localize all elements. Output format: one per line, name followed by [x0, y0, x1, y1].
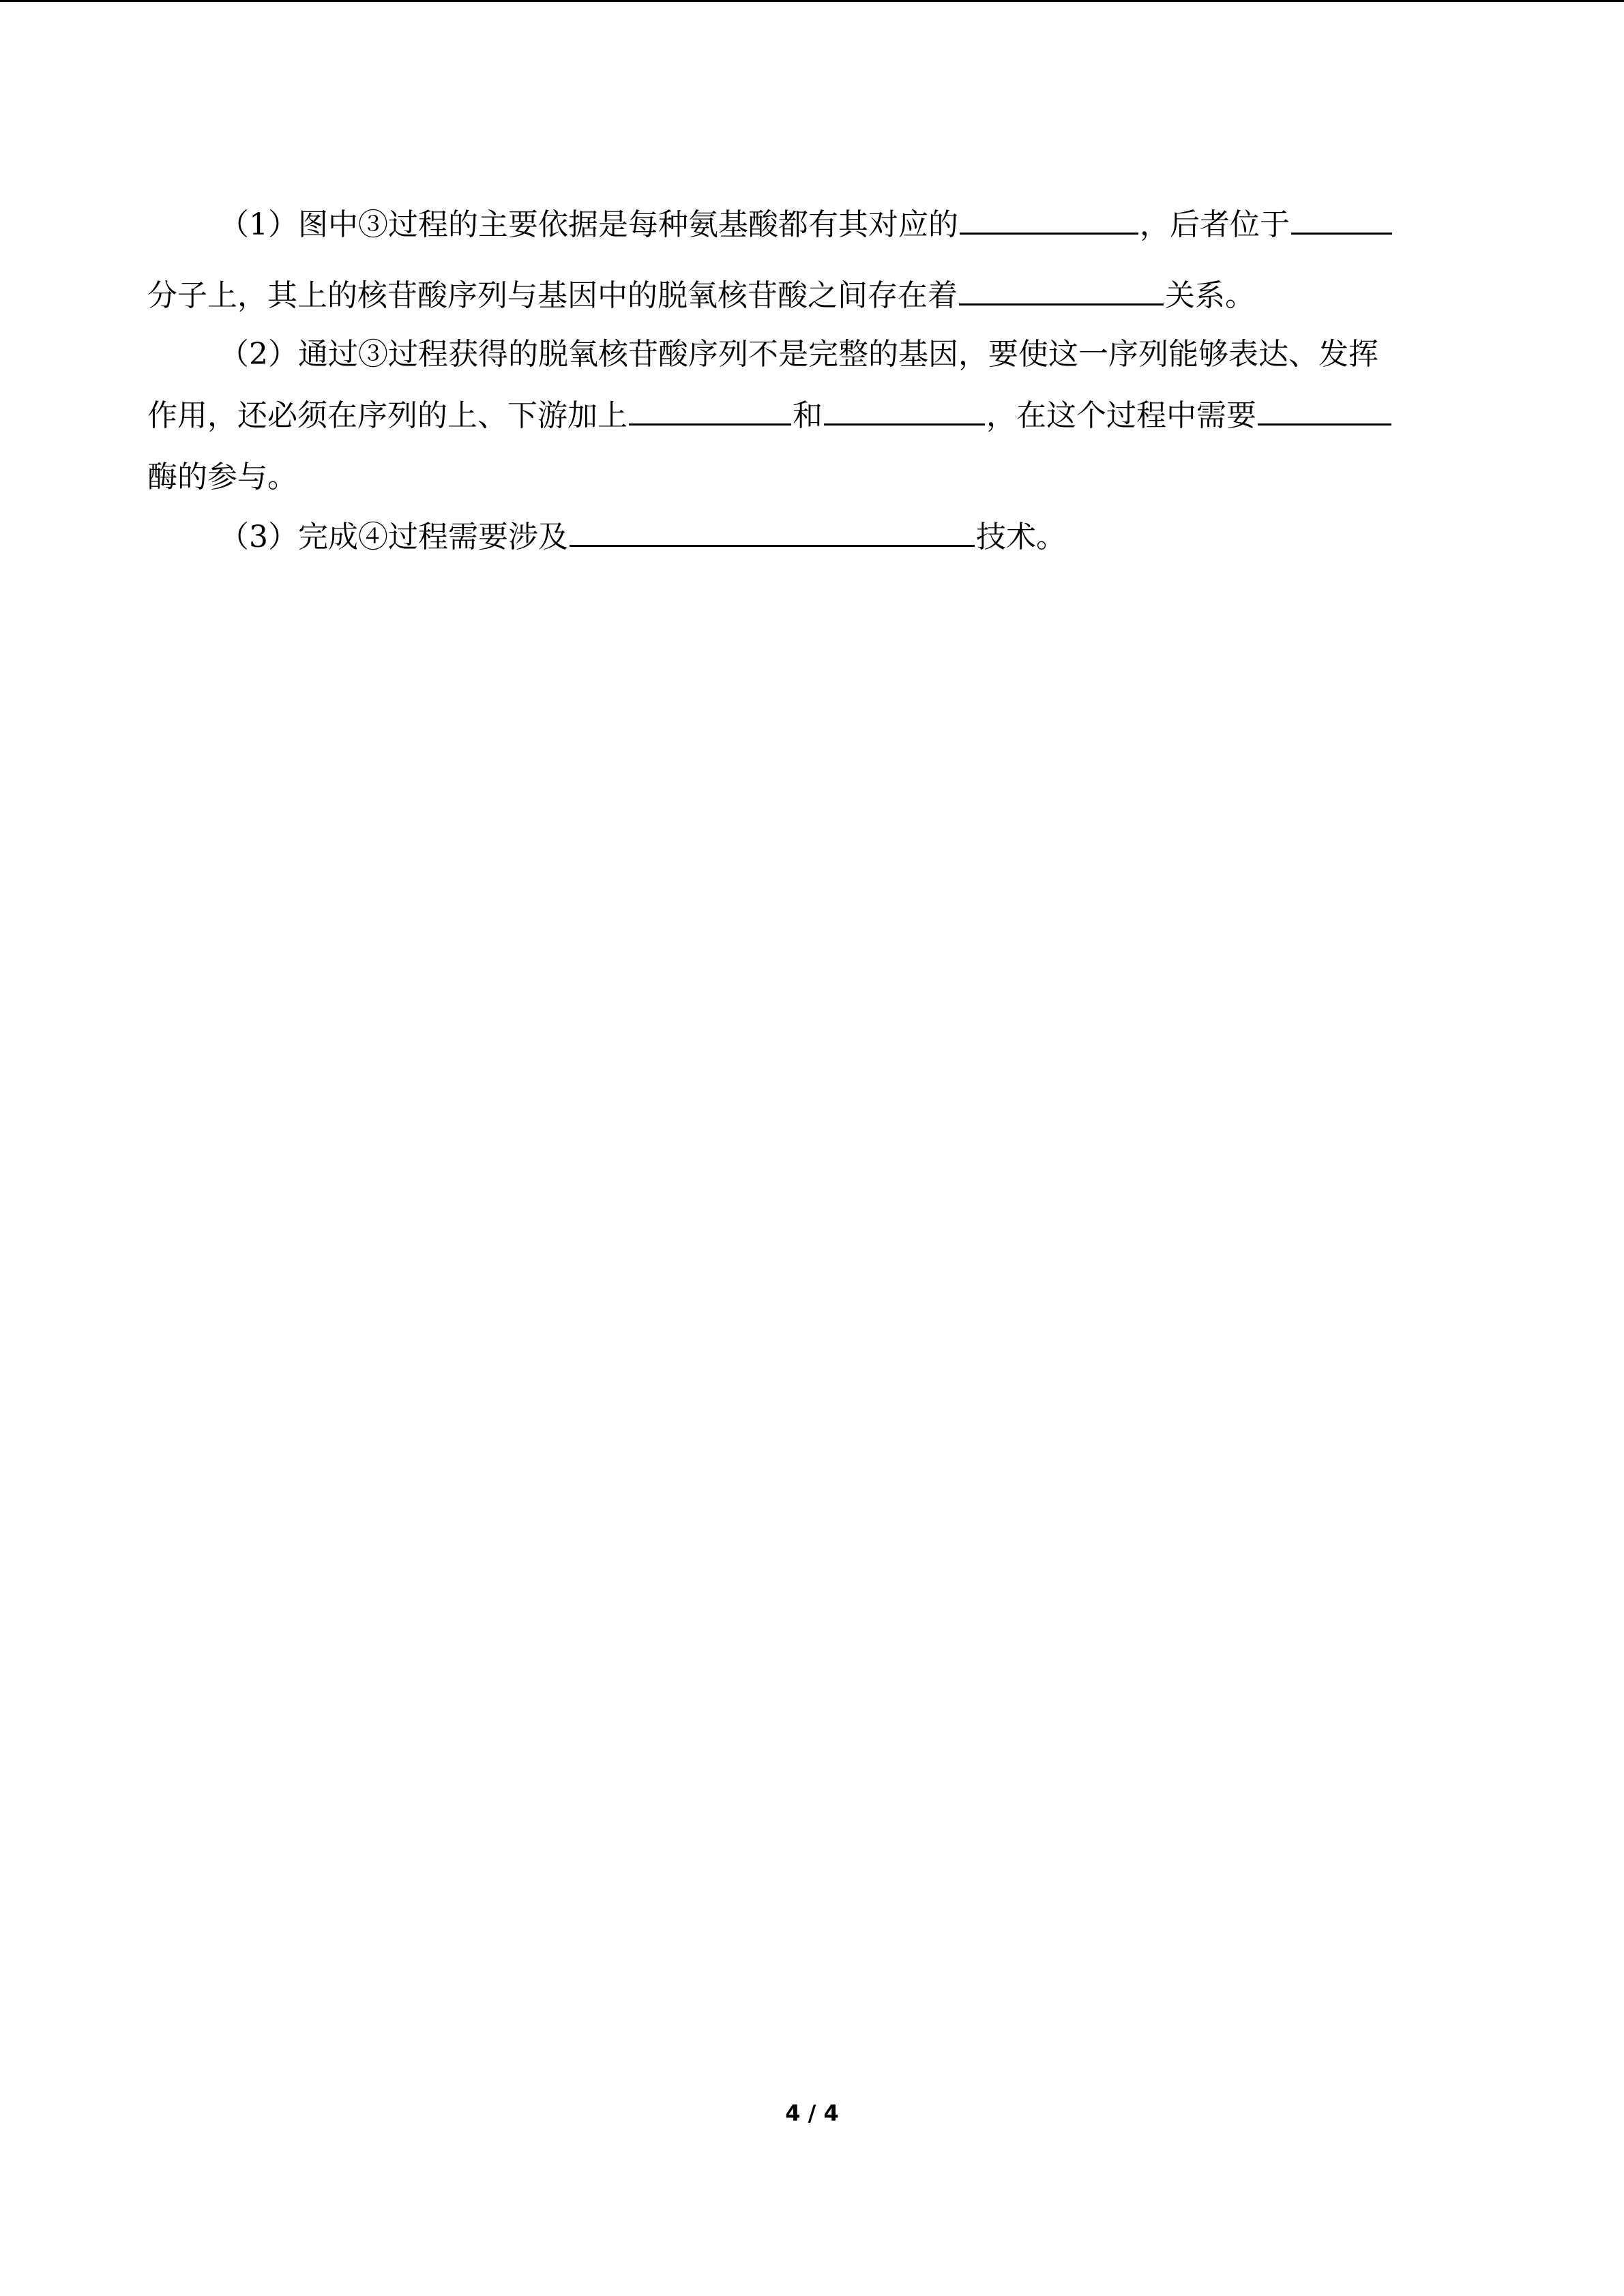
- q1-blank-1[interactable]: [960, 205, 1138, 235]
- q2-line-3: [147, 457, 297, 498]
- q2-line-2: [147, 396, 1393, 436]
- q1-text-3: 分子上，其上的核苷酸序列与基因中的脱氧核苷酸之间存在着: [147, 278, 958, 313]
- q2-blank-2[interactable]: [824, 396, 985, 426]
- q2-text-5: 酶的参与。: [147, 460, 297, 494]
- q1-text-4: 关系。: [1165, 278, 1255, 313]
- q1-line-1: [219, 205, 1393, 245]
- q1-blank-2[interactable]: [1291, 205, 1392, 235]
- q1-blank-3[interactable]: [959, 276, 1164, 305]
- q1-text-1: （1）图中③过程的主要依据是每种氨基酸都有其对应的: [219, 207, 958, 242]
- q3-line-1: [219, 517, 1066, 558]
- q2-text-3: 和: [793, 398, 823, 433]
- q2-text-2: 作用，还必须在序列的上、下游加上: [147, 398, 628, 433]
- q2-text-1: （2）通过③过程获得的脱氧核苷酸序列不是完整的基因，要使这一序列能够表达、发挥: [219, 337, 1378, 372]
- q3-blank-1[interactable]: [570, 518, 975, 547]
- q1-text-2: ，后者位于: [1140, 207, 1290, 242]
- page-top-border: [0, 0, 1624, 2]
- page-number: 4 / 4: [785, 2100, 839, 2126]
- q3-text-2: 技术。: [976, 520, 1066, 554]
- q2-line-1: [219, 334, 1378, 375]
- q1-line-2: [147, 275, 1255, 316]
- q2-blank-3[interactable]: [1258, 396, 1391, 426]
- q2-blank-1[interactable]: [629, 396, 791, 426]
- q3-text-1: （3）完成④过程需要涉及: [219, 520, 568, 554]
- q2-text-4: ，在这个过程中需要: [986, 398, 1256, 433]
